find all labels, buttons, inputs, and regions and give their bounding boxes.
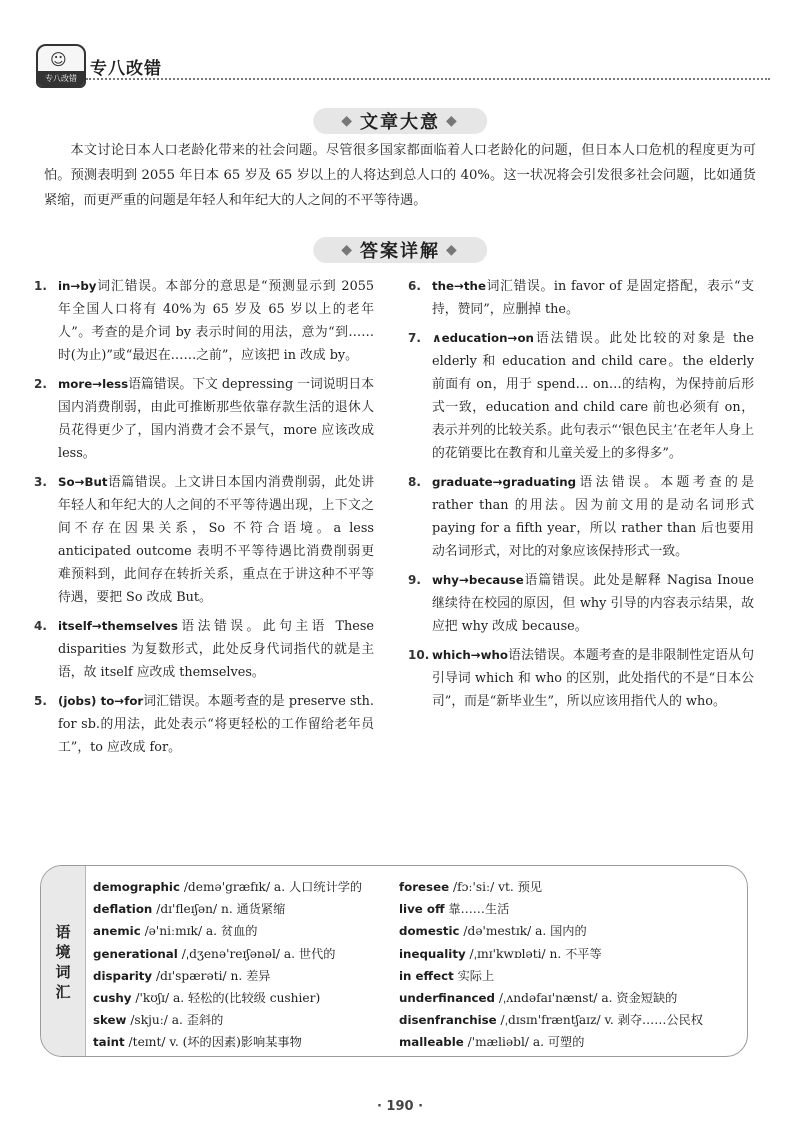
summary-banner <box>313 108 487 134</box>
vocab-entry <box>399 987 703 1009</box>
answer-item <box>34 373 374 465</box>
answer-correction: (jobs) to→for <box>58 694 144 708</box>
vocab-word: in effect <box>399 968 454 983</box>
vocab-definition: /teɪnt/ v. (坏的因素)影响某事物 <box>124 1035 302 1050</box>
vocab-entry <box>399 965 703 987</box>
answer-explanation: 语法错误。此句主语 These disparities 为复数形式，此处反身代词指代的就是主语，故 itself 应改成 themselves。 <box>58 619 374 680</box>
vocab-entry <box>93 920 362 942</box>
vocab-entry <box>93 876 362 898</box>
vocab-entry <box>93 943 362 965</box>
vocab-word: generational <box>93 946 178 961</box>
vocab-definition: /fɔː'siː/ vt. 预见 <box>449 880 543 894</box>
vocabulary-sidebar <box>41 866 86 1056</box>
vocab-entry <box>399 920 703 942</box>
answer-item <box>34 471 374 609</box>
page-number: · 190 · <box>376 1099 424 1114</box>
answer-explanation: 语法错误。此处比较的对象是 the elderly 和 education and child care。the elderly 前面有 on，用于 spend… on…的结构，为保持前后形式一致，education and child care 前也必须有 on，表示并列的比较关系。此句表示“‘银色民主’在老年人身上的花销要比在教育和儿童关爱上的多得多”。 <box>432 331 754 461</box>
answer-number: 4. <box>34 619 47 633</box>
answer-number: 6. <box>408 279 421 293</box>
answer-correction: the→the <box>432 279 486 293</box>
vocab-word: taint <box>93 1035 125 1050</box>
answer-correction: So→But <box>58 475 108 489</box>
answer-item <box>408 275 754 321</box>
answer-number: 5. <box>34 694 47 708</box>
vocab-word: malleable <box>399 1035 464 1050</box>
vocab-word: foresee <box>399 880 450 894</box>
page-header <box>30 44 770 88</box>
vocab-definition: /ə'niːmɪk/ a. 贫血的 <box>140 924 258 939</box>
answer-correction: graduate→graduating <box>432 475 577 489</box>
vocab-definition: /dɪ'spærəti/ n. 差异 <box>152 968 271 983</box>
vocab-definition: 靠……生活 <box>444 902 510 917</box>
answer-correction: itself→themselves <box>58 619 178 633</box>
answer-number: 9. <box>408 573 421 587</box>
vocab-word: deflation <box>93 902 153 917</box>
answer-correction: in→by <box>58 279 97 293</box>
vocab-word: skew <box>93 1013 127 1028</box>
vocab-entry <box>399 876 703 898</box>
vocabulary-box <box>40 865 748 1057</box>
answers-right-column <box>408 275 754 719</box>
vocab-definition: /ˌdʒenə'reɪʃənəl/ a. 世代的 <box>177 946 336 961</box>
logo <box>36 44 86 88</box>
answer-explanation: 语篇错误。上文讲日本国内消费削弱，此处讲年轻人和年纪大的人之间的不平等待遇出现，上下文之间不存在因果关系，So 不符合语境。a less anticipated outcome 表明不平等待遇比消费削弱更难预料到，此间存在转折关系，重点在于讲这种不平等待遇，要把 So 改成 But。 <box>58 475 374 605</box>
answer-explanation: 语篇错误。此处是解释 Nagisa Inoue 继续待在校园的原因，但 why 引导的内容表示结果，故应把 why 改成 because。 <box>432 573 754 634</box>
vocab-definition: /'mæliəbl/ a. 可塑的 <box>463 1035 585 1050</box>
vocab-entry <box>93 987 362 1009</box>
vocab-word: disparity <box>93 968 153 983</box>
answer-item <box>408 327 754 465</box>
answer-item <box>34 275 374 367</box>
vocab-definition: /də'mestɪk/ a. 国内的 <box>459 924 587 939</box>
answer-explanation: 词汇错误。本部分的意思是“预测显示到 2055 年全国人口将有 40%为 65 岁及 65 岁以上的老年人”。考查的是介词 by 表示时间的用法，意为“到……时(为止)”或“最迟在……之前”，应该把 in 改成 by。 <box>58 279 374 363</box>
diamond-icon: ◆ <box>446 113 459 129</box>
vocabulary-column-1 <box>93 876 362 1054</box>
vocab-definition: 实际上 <box>453 968 495 983</box>
vocab-entry <box>399 898 703 920</box>
answer-number: 1. <box>34 279 47 293</box>
header-divider <box>86 78 770 80</box>
mascot-icon: ☺ <box>50 50 67 69</box>
vocab-definition: /skjuː/ a. 歪斜的 <box>126 1013 224 1028</box>
vocab-entry <box>399 1009 703 1031</box>
answer-item <box>408 471 754 563</box>
answer-number: 10. <box>408 648 430 662</box>
diamond-icon: ◆ <box>446 242 459 258</box>
vocab-word: demographic <box>93 880 180 894</box>
vocab-definition: /dɪ'fleɪʃən/ n. 通货紧缩 <box>152 902 286 917</box>
answers-title: 答案详解 <box>360 241 440 262</box>
answer-correction: ∧education→on <box>432 331 534 345</box>
answer-correction: which→who <box>432 648 509 662</box>
vocab-entry <box>399 1031 703 1053</box>
vocab-word: live off <box>399 902 445 917</box>
summary-title: 文章大意 <box>360 112 440 133</box>
answer-correction: more→less <box>58 377 129 391</box>
answer-explanation: 语篇错误。下文 depressing 一词说明日本国内消费削弱，由此可推断那些依靠存款生活的退休人员花得更少了，国内消费才会不景气，more 应该改成 less。 <box>58 377 375 461</box>
vocab-definition: /demə'græfɪk/ a. 人口统计学的 <box>179 880 363 894</box>
vocab-word: domestic <box>399 924 460 939</box>
answers-left-column <box>34 275 374 765</box>
vocab-definition: /ˌɪnɪ'kwɒləti/ n. 不平等 <box>465 946 602 961</box>
vocab-word: cushy <box>93 991 132 1006</box>
vocab-word: underfinanced <box>399 991 495 1006</box>
answer-item <box>34 690 374 759</box>
logo-text: 专八改错 <box>38 71 84 86</box>
answer-explanation: 语法错误。本题考查的是 rather than 的用法。因为前文用的是动名词形式 paying for a fifth year，所以 rather than 后也要用动名词形式，对比的对象应该保持形式一致。 <box>432 475 754 559</box>
vocab-word: disenfranchise <box>399 1013 497 1028</box>
vocabulary-column-2 <box>399 876 703 1054</box>
vocab-definition: /ˌdɪsɪn'fræntʃaɪz/ v. 剥夺……公民权 <box>496 1013 703 1028</box>
answer-explanation: 语法错误。本题考查的是非限制性定语从句引导词 which 和 who 的区别，此处指代的不是“日本公司”，而是“新毕业生”，所以应该用指代人的 who。 <box>432 648 754 709</box>
vocab-word: anemic <box>93 924 141 939</box>
vocab-definition: /'kʊʃɪ/ a. 轻松的(比较级 cushier) <box>131 991 321 1006</box>
vocabulary-label: 语境词汇 <box>55 923 71 1001</box>
section-title: 专八改错 <box>90 59 162 79</box>
answer-explanation: 词汇错误。本题考查的是 preserve sth. for sb.的用法，此处表示“将更轻松的工作留给老年员工”，to 应改成 for。 <box>58 694 374 755</box>
answer-number: 3. <box>34 475 47 489</box>
vocab-entry <box>93 965 362 987</box>
vocab-word: inequality <box>399 946 466 961</box>
answer-correction: why→because <box>432 573 524 587</box>
answer-explanation: 词汇错误。in favor of 是固定搭配，表示“支持，赞同”，应删掉 the。 <box>432 279 754 317</box>
answers-banner <box>313 237 487 263</box>
answer-number: 2. <box>34 377 47 391</box>
answer-number: 8. <box>408 475 421 489</box>
diamond-icon: ◆ <box>341 113 354 129</box>
answer-item <box>408 569 754 638</box>
diamond-icon: ◆ <box>341 242 354 258</box>
vocab-entry <box>93 1009 362 1031</box>
answer-number: 7. <box>408 331 421 345</box>
vocab-entry <box>93 1031 362 1053</box>
vocab-entry <box>399 943 703 965</box>
answer-item <box>34 615 374 684</box>
vocab-definition: /ˌʌndəfaɪ'nænst/ a. 资金短缺的 <box>495 991 678 1006</box>
answer-item <box>408 644 754 713</box>
vocab-entry <box>93 898 362 920</box>
summary-text: 本文讨论日本人口老龄化带来的社会问题。尽管很多国家都面临着人口老龄化的问题，但日本人口危机的程度更为可怕。预测表明到 2055 年日本 65 岁及 65 岁以上的人将达到总人口的 40%。这一状况将会引发很多社会问题，比如通货紧缩，而更严重的问题是年轻人和年纪大的人之间的不平等待遇。 <box>44 143 756 208</box>
